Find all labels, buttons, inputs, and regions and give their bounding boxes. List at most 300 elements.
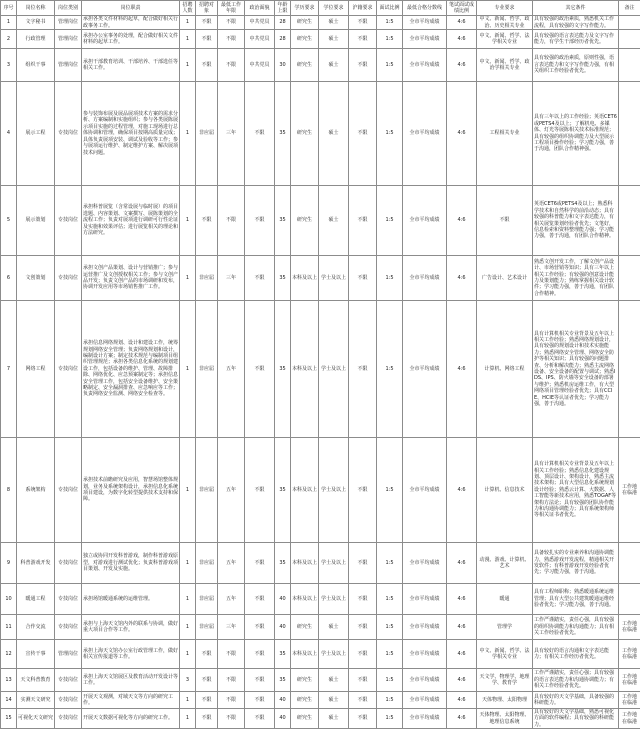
cell-note: [619, 186, 640, 256]
cell-age: 28: [275, 30, 291, 49]
cell-category: 管理岗位: [55, 30, 82, 49]
cell-years: 五年: [218, 438, 245, 543]
cell-degree: 硕士: [319, 709, 349, 729]
cell-note: [619, 256, 640, 301]
cell-degree: 硕士: [319, 49, 349, 82]
cell-note: [619, 30, 640, 49]
cell-target: 不限: [196, 186, 218, 256]
cell-years: 不限: [218, 692, 245, 709]
cell-years: 五年: [218, 584, 245, 615]
cell-target: 不限: [196, 692, 218, 709]
cell-count: 1: [180, 82, 196, 186]
cell-political: 不限: [245, 615, 275, 640]
cell-degree: 学士及以上: [319, 543, 349, 584]
cell-count: 1: [180, 186, 196, 256]
cell-name: 展示策划: [17, 186, 55, 256]
cell-other: 具有较强的政治素质，熟悉机关工作流程，具有较强的文字写作能力。: [533, 16, 619, 30]
cell-duty: 承担上海天文馆展区及教育活动开发设计等工作。: [82, 669, 180, 692]
cell-category: 专技岗位: [55, 584, 82, 615]
cell-other: 具有较强的语言表达能力及文字写作能力，有学生干部经历者优先。: [533, 30, 619, 49]
cell-age: 40: [275, 692, 291, 709]
cell-age: 40: [275, 709, 291, 729]
cell-score: 全市平均成绩: [403, 584, 447, 615]
cell-no: 1: [1, 16, 17, 30]
cell-weight: 4:6: [447, 692, 477, 709]
cell-years: 不限: [218, 49, 245, 82]
cell-hukou: 不限: [349, 16, 377, 30]
cell-target: 非应届: [196, 256, 218, 301]
cell-years: 不限: [218, 30, 245, 49]
cell-political: 不限: [245, 669, 275, 692]
cell-target: 非应届: [196, 543, 218, 584]
cell-category: 专技岗位: [55, 669, 82, 692]
cell-age: 35: [275, 301, 291, 438]
cell-major: 中文、新闻、哲学、法学相关专业: [477, 30, 533, 49]
cell-category: 专技岗位: [55, 692, 82, 709]
cell-ratio: 1:5: [377, 16, 403, 30]
column-header: 其它条件: [533, 1, 619, 16]
cell-ratio: 1:5: [377, 669, 403, 692]
cell-degree: 学士及以上: [319, 640, 349, 669]
cell-note: 工作地在临港: [619, 669, 640, 692]
column-header: 专业要求: [477, 1, 533, 16]
cell-ratio: 1:5: [377, 615, 403, 640]
cell-target: 不限: [196, 669, 218, 692]
cell-edu: 研究生: [291, 709, 319, 729]
cell-ratio: 1:5: [377, 640, 403, 669]
cell-degree: 硕士: [319, 669, 349, 692]
cell-major: 工程相关专业: [477, 82, 533, 186]
cell-political: 不限: [245, 640, 275, 669]
cell-hukou: 不限: [349, 692, 377, 709]
cell-other: 具有计算机相关专业背景及五年以上相关工作经验；熟悉网络规划设计，具有较强的规划设计和技术实施能力；熟悉网络安全管理、网络安全防护等相关知识；具有较强的问题排查、分析和解决能力；熟悉主流网络设备、安全设备的配置与调试；熟悉IDS、IPS、防火墙等安全设备的部署与维护；熟悉机房运维工作，有大型网络项目管理经验者优先；具有CCIE、HCIE等认证者优先；学习能力强，善于沟通。: [533, 301, 619, 438]
cell-age: 35: [275, 82, 291, 186]
cell-note: 工作地在临港: [619, 692, 640, 709]
cell-category: 管理岗位: [55, 49, 82, 82]
cell-political: 中共党员: [245, 16, 275, 30]
cell-years: 不限: [218, 669, 245, 692]
cell-hukou: 不限: [349, 49, 377, 82]
cell-edu: 研究生: [291, 82, 319, 186]
cell-hukou: 不限: [349, 82, 377, 186]
cell-degree: 硕士: [319, 692, 349, 709]
cell-hukou: 不限: [349, 615, 377, 640]
cell-score: 全市平均成绩: [403, 30, 447, 49]
cell-edu: 本科及以上: [291, 438, 319, 543]
cell-ratio: 1:5: [377, 438, 403, 543]
cell-major: 天体物理、太阳物理、地理信息系统: [477, 709, 533, 729]
cell-degree: 硕士: [319, 82, 349, 186]
cell-degree: 硕士: [319, 16, 349, 30]
cell-note: [619, 301, 640, 438]
cell-weight: 4:6: [447, 301, 477, 438]
cell-ratio: 1:5: [377, 301, 403, 438]
cell-edu: 本科及以上: [291, 584, 319, 615]
cell-major: 中文、新闻、哲学、政治学相关专业: [477, 49, 533, 82]
cell-years: 三年: [218, 82, 245, 186]
cell-degree: 学士及以上: [319, 256, 349, 301]
cell-duty: 承担文创产品策划、设计与营销推广；参与运营推广及文创授权相关工作；参与文创产品开发；负责文创产品的市场调研和发布，协调开发应用等市场销售推广工作。: [82, 256, 180, 301]
cell-category: 管理岗位: [55, 640, 82, 669]
cell-edu: 研究生: [291, 49, 319, 82]
cell-count: 1: [180, 615, 196, 640]
table-row: [1, 615, 640, 640]
cell-target: 非应届: [196, 438, 218, 543]
cell-political: 不限: [245, 438, 275, 543]
cell-no: 6: [1, 256, 17, 301]
cell-count: 1: [180, 438, 196, 543]
cell-degree: 学士及以上: [319, 584, 349, 615]
cell-duty: 承担科普展览（含常设展与临时展）的项目选题、内容策划、文案撰写、展陈策划的全流程工作；负责对展项进行调研可行性论证及实施和效果评估；进行展览相关的理论和方法研究。: [82, 186, 180, 256]
cell-count: 1: [180, 543, 196, 584]
cell-no: 2: [1, 30, 17, 49]
cell-weight: 4:6: [447, 543, 477, 584]
cell-hukou: 不限: [349, 438, 377, 543]
cell-edu: 研究生: [291, 615, 319, 640]
cell-category: 专技岗位: [55, 615, 82, 640]
cell-count: 1: [180, 301, 196, 438]
cell-political: 不限: [245, 584, 275, 615]
cell-major: 广告设计、艺术设计: [477, 256, 533, 301]
cell-category: 管理岗位: [55, 16, 82, 30]
cell-target: 不限: [196, 49, 218, 82]
cell-edu: 研究生: [291, 692, 319, 709]
cell-score: 全市平均成绩: [403, 82, 447, 186]
cell-political: 不限: [245, 256, 275, 301]
column-header: 学历要求: [291, 1, 319, 16]
cell-political: 不限: [245, 692, 275, 709]
cell-count: 1: [180, 584, 196, 615]
cell-note: 工作地在临港: [619, 438, 640, 543]
cell-name: 合作交流: [17, 615, 55, 640]
cell-age: 35: [275, 669, 291, 692]
cell-score: 全市平均成绩: [403, 709, 447, 729]
cell-duty: 承担各类文件材料的起草，配合做好相关行政事务工作。: [82, 16, 180, 30]
table-row: [1, 186, 640, 256]
cell-category: 专技岗位: [55, 543, 82, 584]
cell-count: 1: [180, 30, 196, 49]
cell-weight: 4:6: [447, 584, 477, 615]
cell-category: 专技岗位: [55, 709, 82, 729]
cell-degree: 硕士: [319, 615, 349, 640]
cell-edu: 本科及以上: [291, 640, 319, 669]
cell-note: [619, 16, 640, 30]
cell-age: 35: [275, 640, 291, 669]
column-header: 笔试面试成绩比例: [447, 1, 477, 16]
cell-ratio: 1:5: [377, 82, 403, 186]
cell-ratio: 1:5: [377, 256, 403, 301]
table-row: [1, 438, 640, 543]
cell-edu: 本科及以上: [291, 256, 319, 301]
cell-ratio: 1:5: [377, 49, 403, 82]
cell-note: 工作地在临港: [619, 709, 640, 729]
cell-major: 天体物理、太阳物理: [477, 692, 533, 709]
cell-score: 全市平均成绩: [403, 438, 447, 543]
cell-name: 系统架构: [17, 438, 55, 543]
cell-category: 专技岗位: [55, 186, 82, 256]
column-header: 岗位类别: [55, 1, 82, 16]
cell-note: 工作地在临港: [619, 640, 640, 669]
cell-age: 40: [275, 584, 291, 615]
cell-no: 8: [1, 438, 17, 543]
table-row: [1, 82, 640, 186]
cell-major: 管理学: [477, 615, 533, 640]
cell-duty: 承担技术前瞻研究及应用，智慧场馆整体规划，业务及系统架构设计，承担信息化系统项目建设，为数字化转型提供技术支持和保障。: [82, 438, 180, 543]
cell-weight: 4:6: [447, 709, 477, 729]
cell-count: 1: [180, 692, 196, 709]
cell-degree: 硕士: [319, 30, 349, 49]
cell-duty: 承担干部教育培训、干部培养、干部选任等相关工作。: [82, 49, 180, 82]
cell-hukou: 不限: [349, 256, 377, 301]
table-row: [1, 256, 640, 301]
cell-target: 不限: [196, 30, 218, 49]
cell-hukou: 不限: [349, 543, 377, 584]
cell-category: 专技岗位: [55, 438, 82, 543]
cell-political: 不限: [245, 709, 275, 729]
column-header: 最低工作年限: [218, 1, 245, 16]
cell-no: 11: [1, 615, 17, 640]
cell-count: 1: [180, 256, 196, 301]
cell-degree: 学士及以上: [319, 301, 349, 438]
cell-other: 工作严谨踏实，责任心强，具有较强的组织协调能力和沟通能力；具有相关工作经验者优先。: [533, 615, 619, 640]
cell-no: 15: [1, 709, 17, 729]
cell-no: 10: [1, 584, 17, 615]
cell-weight: 4:6: [447, 438, 477, 543]
cell-name: 行政管理: [17, 30, 55, 49]
cell-score: 全市平均成绩: [403, 49, 447, 82]
cell-score: 全市平均成绩: [403, 301, 447, 438]
cell-duty: 承担上海天文馆办公室行政管理工作，做好相关宣传报道等工作。: [82, 640, 180, 669]
cell-name: 展示工程: [17, 82, 55, 186]
cell-target: 不限: [196, 709, 218, 729]
cell-years: 三年: [218, 615, 245, 640]
cell-weight: 4:6: [447, 640, 477, 669]
cell-hukou: 不限: [349, 30, 377, 49]
column-header: 招聘人数: [180, 1, 196, 16]
cell-age: 35: [275, 256, 291, 301]
column-header: 招聘对象: [196, 1, 218, 16]
cell-edu: 研究生: [291, 669, 319, 692]
cell-ratio: 1:5: [377, 709, 403, 729]
cell-target: 非应届: [196, 82, 218, 186]
cell-other: 具有计算机相关专业背景及五年以上相关工作经验；熟悉信息化建设规划、顶层设计、架构设计，熟悉主流技术架构；具有大型信息化系统规划设计经验；熟悉云计算、大数据、人工智能等新技术应用，熟悉TOGAF等架构方法论；具有较强的团队协作能力和沟通协调能力；具有系统架构师等相关证书者优先。: [533, 438, 619, 543]
column-header: 年龄上限: [275, 1, 291, 16]
table-row: [1, 709, 640, 729]
cell-score: 全市平均成绩: [403, 640, 447, 669]
table-row: [1, 692, 640, 709]
cell-weight: 4:6: [447, 30, 477, 49]
column-header: 备注: [619, 1, 640, 16]
cell-other: 工作严谨踏实，责任心强；具有较强的语言表达能力和沟通协调能力；有相关工作经验者优先。: [533, 669, 619, 692]
cell-weight: 4:6: [447, 615, 477, 640]
cell-count: 1: [180, 49, 196, 82]
column-header: 最低合格分数线: [403, 1, 447, 16]
cell-score: 全市平均成绩: [403, 615, 447, 640]
cell-no: 13: [1, 669, 17, 692]
column-header: 政治面貌: [245, 1, 275, 16]
cell-ratio: 1:5: [377, 692, 403, 709]
cell-years: 三年: [218, 256, 245, 301]
cell-degree: 学士及以上: [319, 438, 349, 543]
cell-hukou: 不限: [349, 301, 377, 438]
cell-major: 天文学、物理学、地理学、教育学: [477, 669, 533, 692]
cell-other: 具有较好的天文学基础，具备较强的科研能力。: [533, 692, 619, 709]
cell-other: 熟悉文创开发工作，了解文创产品设计、市场营销等知识；具有三年以上相关工作经验；有较强的创意设计能力及策划能力；熟练掌握相关设计软件；学习能力强，善于沟通，有团队合作精神。: [533, 256, 619, 301]
cell-major: 中文、新闻、哲学、法学相关专业: [477, 640, 533, 669]
cell-name: 暖通工程: [17, 584, 55, 615]
column-header: 岗位名称: [17, 1, 55, 16]
cell-target: 非应届: [196, 615, 218, 640]
cell-other: 具有较好的天文学基础，熟悉可视化方面的软件编程；具有较强的科研能力。: [533, 709, 619, 729]
cell-count: 1: [180, 640, 196, 669]
cell-years: 五年: [218, 301, 245, 438]
cell-name: 可视化天文研究: [17, 709, 55, 729]
cell-target: 非应届: [196, 301, 218, 438]
cell-hukou: 不限: [349, 584, 377, 615]
cell-weight: 4:6: [447, 82, 477, 186]
cell-years: 不限: [218, 16, 245, 30]
cell-no: 7: [1, 301, 17, 438]
cell-age: 28: [275, 16, 291, 30]
table-row: [1, 640, 640, 669]
cell-category: 专技岗位: [55, 256, 82, 301]
cell-no: 5: [1, 186, 17, 256]
cell-political: 中共党员: [245, 49, 275, 82]
cell-duty: 开展天文数据可视化等方向的研究工作。: [82, 709, 180, 729]
cell-name: 实测天文研究: [17, 692, 55, 709]
cell-category: 专技岗位: [55, 82, 82, 186]
table-header-row: [1, 1, 640, 16]
cell-note: [619, 584, 640, 615]
cell-no: 14: [1, 692, 17, 709]
cell-target: 不限: [196, 640, 218, 669]
cell-count: 1: [180, 16, 196, 30]
table-row: [1, 30, 640, 49]
column-header: 沪籍要求: [349, 1, 377, 16]
cell-edu: 研究生: [291, 186, 319, 256]
cell-score: 全市平均成绩: [403, 256, 447, 301]
cell-years: 五年: [218, 543, 245, 584]
cell-no: 4: [1, 82, 17, 186]
cell-ratio: 1:5: [377, 30, 403, 49]
cell-edu: 本科及以上: [291, 543, 319, 584]
cell-name: 文字秘书: [17, 16, 55, 30]
cell-duty: 承担办公室事务的处理，配合做好相关文件材料的起草工作。: [82, 30, 180, 49]
cell-hukou: 不限: [349, 186, 377, 256]
cell-category: 专技岗位: [55, 301, 82, 438]
column-header: 序号: [1, 1, 17, 16]
cell-weight: 4:6: [447, 16, 477, 30]
cell-duty: 承担与上海天文馆内外的联系与协调，做好重大项目合作等工作。: [82, 615, 180, 640]
cell-name: 文创策划: [17, 256, 55, 301]
cell-duty: 独立或协同开发科普游戏，制作科普游戏原型，对游戏进行测试优化；负责科普游戏项目策划、开发及实施。: [82, 543, 180, 584]
table-row: [1, 301, 640, 438]
cell-name: 网络工程: [17, 301, 55, 438]
cell-edu: 研究生: [291, 30, 319, 49]
cell-major: 计算机、网络工程: [477, 301, 533, 438]
cell-name: 科普游戏开发: [17, 543, 55, 584]
cell-duty: 承担信息网络规划、设计和建设工作，统筹规划网络安全管理；负责网络规划和设计，编制设计方案；制定技术规范与编制项目组织管理规范；承担各类信息化系统的规划建设工作，包括设备的维护、管理、故障排除、网络优化、应急预案制定等；承担信息安全管理工作，包括安全设备维护、安全策略制定、安全漏洞排查、应急响应等工作；负责网络安全监测、网络安全检查等。: [82, 301, 180, 438]
column-header: 岗位职责: [82, 1, 180, 16]
cell-no: 3: [1, 49, 17, 82]
cell-edu: 研究生: [291, 16, 319, 30]
table-row: [1, 543, 640, 584]
table-row: [1, 16, 640, 30]
cell-age: 35: [275, 186, 291, 256]
cell-weight: 4:6: [447, 669, 477, 692]
cell-major: 计算机、信息技术: [477, 438, 533, 543]
cell-score: 全市平均成绩: [403, 16, 447, 30]
cell-duty: 承担场馆暖通系统的运维管理。: [82, 584, 180, 615]
cell-political: 不限: [245, 543, 275, 584]
cell-degree: 硕士: [319, 186, 349, 256]
cell-political: 不限: [245, 186, 275, 256]
cell-count: 1: [180, 709, 196, 729]
table-row: [1, 584, 640, 615]
cell-age: 30: [275, 49, 291, 82]
cell-duty: 参与装饰布展及展品展项技术方案的需求分析、方案编制和实施组织；参与各类展陈展示项目实施的过程管理，对施工现场进行总体协调和管理，确保项目按期高质量完成；具体负责展项安装、调试及验收等工作；参与展项运行维护、制定维护方案、解决展项技术问题。: [82, 82, 180, 186]
cell-note: 工作地在临港: [619, 615, 640, 640]
cell-other: 具有工程师职称；熟悉暖通系统运维管理；具有大型公共建筑暖通运维经验者优先；学习能力强，善于沟通。: [533, 584, 619, 615]
cell-hukou: 不限: [349, 640, 377, 669]
cell-note: [619, 82, 640, 186]
cell-ratio: 1:5: [377, 186, 403, 256]
cell-name: 组织干事: [17, 49, 55, 82]
cell-major: 动漫、游戏、计算机、艺术: [477, 543, 533, 584]
cell-other: 具有较强的政治素质，原则性强，语言表达能力和文字写作能力强，有相关组织工作经验者优先。: [533, 49, 619, 82]
cell-other: 英语CET6或PETS4及以上；熟悉科学技术和自然科学的前沿动态；具有较强的科普能力和文字表达能力，有相关展览策划经验者优先；文笔好，信息检索和资料整理能力强；学习能力强，善于沟通，有团队合作精神。: [533, 186, 619, 256]
cell-major: 不限: [477, 186, 533, 256]
cell-major: 暖通: [477, 584, 533, 615]
cell-score: 全市平均成绩: [403, 186, 447, 256]
cell-note: [619, 543, 640, 584]
column-header: 学位要求: [319, 1, 349, 16]
table-row: [1, 669, 640, 692]
cell-score: 全市平均成绩: [403, 543, 447, 584]
cell-name: 宣传干事: [17, 640, 55, 669]
cell-duty: 开展天文观测，对域天文等方向的研究工作。: [82, 692, 180, 709]
cell-target: 不限: [196, 16, 218, 30]
cell-age: 40: [275, 615, 291, 640]
cell-ratio: 1:5: [377, 584, 403, 615]
table-row: [1, 49, 640, 82]
cell-hukou: 不限: [349, 709, 377, 729]
cell-name: 天文科普教育: [17, 669, 55, 692]
cell-score: 全市平均成绩: [403, 669, 447, 692]
cell-weight: 4:6: [447, 186, 477, 256]
cell-target: 非应届: [196, 584, 218, 615]
cell-political: 不限: [245, 82, 275, 186]
cell-weight: 4:6: [447, 49, 477, 82]
cell-other: 具备较扎实的专业素养和沟通协调能力，熟悉游戏开发流程，精通相关开发软件；有科普游戏开发经验者优先；学习能力强，善于沟通。: [533, 543, 619, 584]
cell-years: 不限: [218, 640, 245, 669]
cell-edu: 本科及以上: [291, 301, 319, 438]
cell-years: 不限: [218, 186, 245, 256]
cell-age: 35: [275, 438, 291, 543]
cell-political: 不限: [245, 301, 275, 438]
cell-weight: 4:6: [447, 256, 477, 301]
cell-age: 35: [275, 543, 291, 584]
cell-ratio: 1:5: [377, 543, 403, 584]
cell-no: 12: [1, 640, 17, 669]
cell-count: 3: [180, 669, 196, 692]
cell-other: 具有较好的语言沟通和文字表达能力；有相关工作经历者优先。: [533, 640, 619, 669]
cell-years: 不限: [218, 709, 245, 729]
column-header: 面试比例: [377, 1, 403, 16]
cell-other: 具有三年以上的工作经验；英语CET6或PETS4及以上；了解机电、多媒体、灯光等展陈相关技术标准规范；具有较强的组织协调能力及大型展示工程项目操作经验；学习能力强，善于沟通，团队合作精神强。: [533, 82, 619, 186]
cell-no: 9: [1, 543, 17, 584]
cell-hukou: 不限: [349, 669, 377, 692]
